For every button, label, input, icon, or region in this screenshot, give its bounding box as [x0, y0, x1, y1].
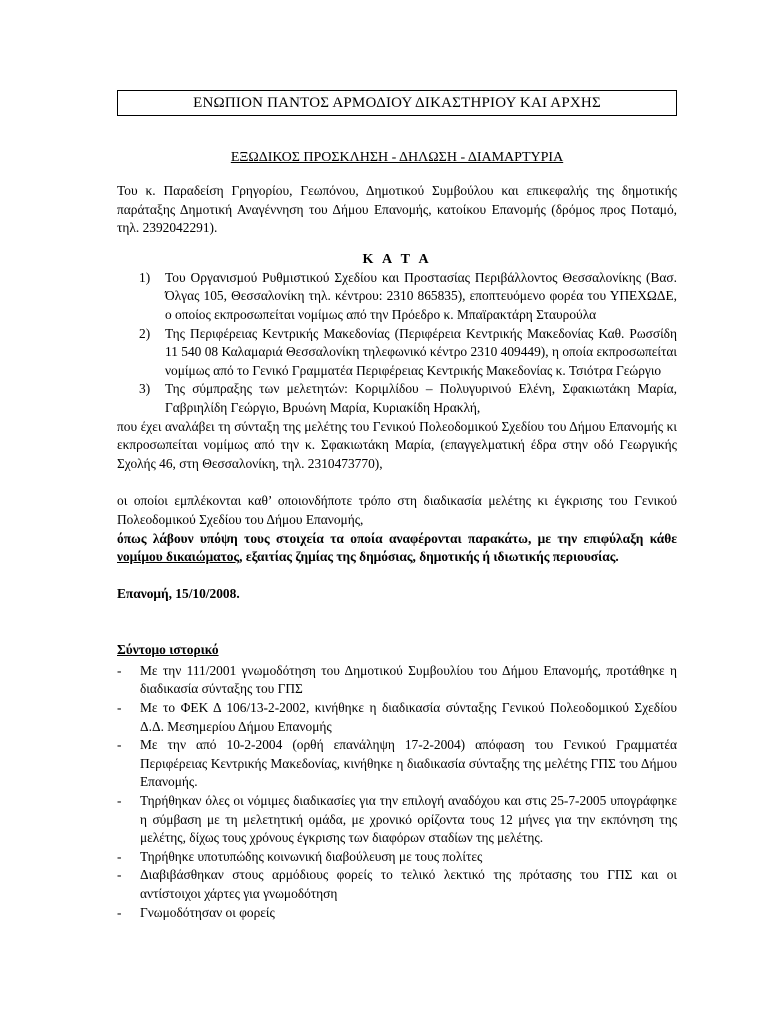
history-item: - Τηρήθηκαν όλες οι νόμιμες διαδικασίες για την επιλογή αναδόχου και στις 25-7-2005 υπογράφηκε η σύμβαση με τη μελετητική ομάδα, με χρονικό ορίζοντα τους 12 μήνες για την εκπόνηση της μελέτης, δίχως τους χρόνους έγκρισης των διαφόρων σταδίων της μελέτης.: [117, 793, 677, 846]
history-item-text: Με την 111/2001 γνωμοδότηση του Δημοτικού Συμβουλίου του Δήμου Επανομής, προτάθηκε η διαδικασία σύνταξης του ΓΠΣ: [140, 662, 677, 697]
history-item-text: Γνωμοδότησαν οι φορείς: [140, 904, 275, 920]
history-item: - Διαβιβάσθηκαν στους αρμόδιους φορείς το τελικό λεκτικό της πρότασης του ΓΠΣ και οι αντίστοιχοι χάρτες για γνωμοδότηση: [117, 867, 677, 901]
intro-paragraph: Του κ. Παραδείση Γρηγορίου, Γεωπόνου, Δημοτικού Συμβούλου και επικεφαλής της δημοτικής παράταξης Δημοτική Αναγέννηση του Δήμου Επανομής, κατοίκου Επανομής (δρόμος προς Ποταμό, τηλ. 2392042291).: [117, 183, 677, 236]
history-item: - Με την 111/2001 γνωμοδότηση του Δημοτικού Συμβουλίου του Δήμου Επανομής, προτάθηκε η διαδικασία σύνταξης του ΓΠΣ: [117, 662, 677, 697]
history-item: - Γνωμοδότησαν οι φορείς: [117, 904, 275, 920]
history-item: - Με το ΦΕΚ Δ 106/13-2-2002, κινήθηκε η διαδικασία σύνταξης Γενικού Πολεοδομικού Σχεδίου Δ.Δ. Μεσημερίου Δήμου Επανομής: [117, 700, 677, 734]
bold-clause-part2: , εξαιτίας ζημίας της δημόσιας, δημοτικής ή ιδιωτικής περιουσίας.: [239, 549, 619, 565]
document-date: Επανομή, 15/10/2008.: [117, 585, 240, 601]
parties-list: [117, 269, 677, 418]
party-item: [139, 269, 677, 325]
kata-heading: Κ Α Τ Α: [362, 251, 432, 267]
party-text: Της σύμπραξης των μελετητών: Κοριμλίδου – Πολυγυρινού Ελένη, Σφακιωτάκη Μαρία, Γαβριηλίδη Γεώργιο, Βρυώνη Μαρία, Κυριακίδη Ηρακλή,: [165, 381, 677, 415]
document-page: [117, 90, 677, 922]
party-text: Του Οργανισμού Ρυθμιστικού Σχεδίου και Προστασίας Περιβάλλοντος Θεσσαλονίκης (Βασ. Όλγας 105, Θεσσαλονίκη τηλ. κέντρου: 2310 865835), εποπτευόμενο φορέα του ΥΠΕΧΩΔΕ, ο οποίος εκπροσωπείται νομίμως από την Πρόεδρο κ. Μπαϊρακτάρη Σταυρούλα: [165, 269, 677, 322]
document-subject: ΕΞΩΔΙΚΟΣ ΠΡΟΣΚΛΗΣΗ - ΔΗΛΩΣΗ - ΔΙΑΜΑΡΤΥΡΙΑ: [230, 150, 564, 165]
history-item: - Τηρήθηκε υποτυπώδης κοινωνική διαβούλευση με τους πολίτες: [117, 848, 483, 864]
bold-clause-part1: όπως λάβουν υπόψη τους στοιχεία τα οποία αναφέρονται παρακάτω, με την επιφύλαξη κάθε: [117, 530, 677, 546]
history-item: - Με την από 10-2-2004 (ορθή επανάληψη 17-2-2004) απόφαση του Γενικού Γραμματέα Περιφέρειας Κεντρικής Μακεδονίας, κινήθηκε η διαδικασία σύνταξης της μελέτης ΓΠΣ του Δήμου Επανομής.: [117, 737, 677, 790]
history-item-text: Τηρήθηκε υποτυπώδης κοινωνική διαβούλευση με τους πολίτες: [140, 848, 483, 864]
history-title: Σύντομο ιστορικό: [117, 642, 219, 658]
history-item-text: Τηρήθηκαν όλες οι νόμιμες διαδικασίες για την επιλογή αναδόχου και στις 25-7-2005 υπογράφηκε η σύμβαση με τη μελετητική ομάδα, με χρονικό ορίζοντα τους 12 μήνες για την εκπόνηση της μελέτης, δίχως τους χρόνους έγκρισης των διαφόρων σταδίων της μελέτης.: [140, 793, 677, 846]
history-item-text: Με την από 10-2-2004 (ορθή επανάληψη 17-2-2004) απόφαση του Γενικού Γραμματέα Περιφέρειας Κεντρικής Μακεδονίας, κινήθηκε η διαδικασία σύνταξης της μελέτης ΓΠΣ του Δήμου Επανομής.: [140, 737, 677, 790]
parties-followup: που έχει αναλάβει τη σύνταξη της μελέτης του Γενικού Πολεοδομικού Σχεδίου του Δήμου Επανομής κι εκπροσωπείται νομίμως από την κ. Σφακιωτάκη Μαρία, (επαγγελματική έδρα στην οδό Γεωργικής Σχολής 46, στη Θεσσαλονίκη, τηλ. 2310473770),: [117, 418, 677, 471]
party-number: 1): [139, 269, 151, 285]
party-number: 3): [139, 381, 151, 397]
party-item: [139, 380, 677, 417]
history-list: [117, 662, 677, 922]
party-item: [139, 325, 677, 381]
bold-clause-underlined: νομίμου δικαιώματος: [117, 549, 240, 565]
bold-clause: [117, 530, 677, 567]
boxed-title: ΕΝΩΠΙΟΝ ΠΑΝΤΟΣ ΑΡΜΟΔΙΟΥ ΔΙΚΑΣΤΗΡΙΟΥ ΚΑΙ ΑΡΧΗΣ: [117, 90, 677, 116]
involvement-paragraph: οι οποίοι εμπλέκονται καθ’ οποιονδήποτε τρόπο στη διαδικασία μελέτης κι έγκρισης του Γενικού Πολεοδομικού Σχεδίου του Δήμου Επανομής,: [117, 493, 677, 527]
party-text: Της Περιφέρειας Κεντρικής Μακεδονίας (Περιφέρεια Κεντρικής Μακεδονίας Καθ. Ρωσσίδη 11 540 08 Καλαμαριά Θεσσαλονίκη τηλεφωνικό κέντρο 2310 409449), η οποία εκπροσωπείται νομίμως από το Γενικό Γραμματέα Περιφέρειας Κεντρικής Μακεδονίας κ. Τσιότρα Γεώργιο: [165, 325, 677, 378]
party-number: 2): [139, 325, 151, 341]
history-item-text: Με το ΦΕΚ Δ 106/13-2-2002, κινήθηκε η διαδικασία σύνταξης Γενικού Πολεοδομικού Σχεδίου Δ.Δ. Μεσημερίου Δήμου Επανομής: [140, 700, 677, 734]
history-item-text: Διαβιβάσθηκαν στους αρμόδιους φορείς το τελικό λεκτικό της πρότασης του ΓΠΣ και οι αντίστοιχοι χάρτες για γνωμοδότηση: [140, 867, 677, 901]
